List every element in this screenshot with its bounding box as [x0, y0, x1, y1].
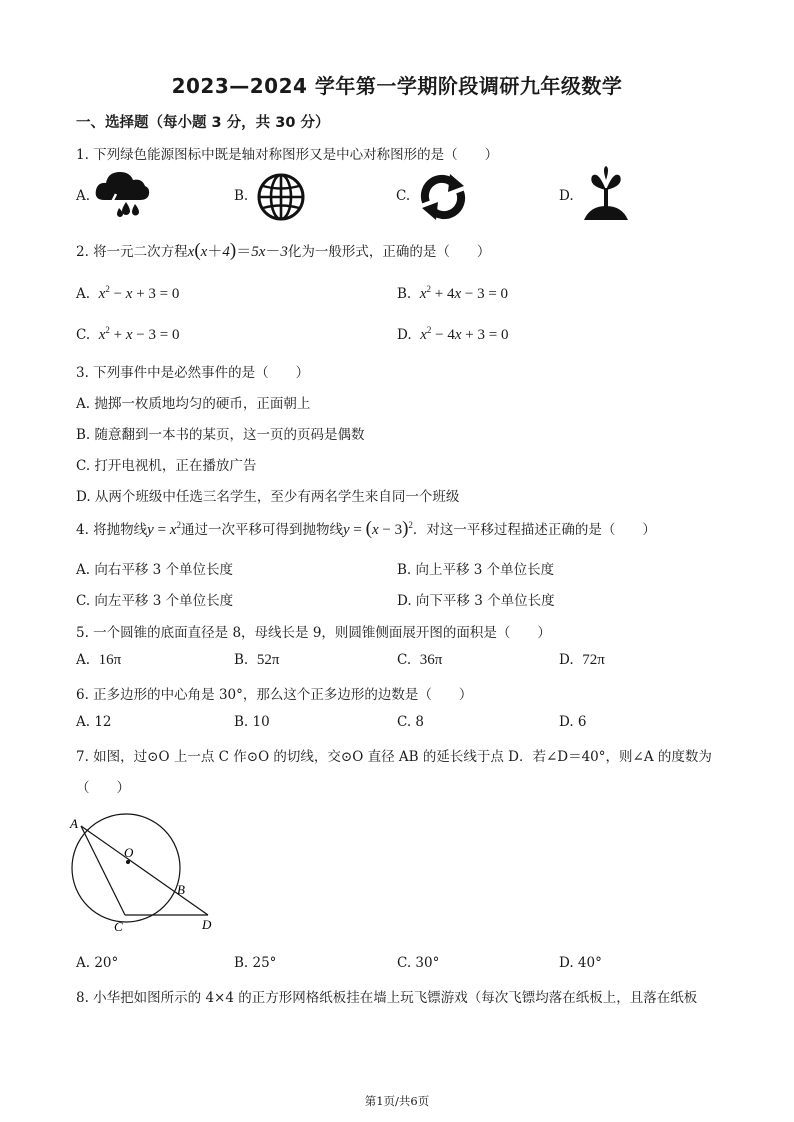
q2-option-b [397, 284, 508, 303]
q2-text-prefix: 2. 将一元二次方程 [76, 244, 188, 260]
q2-option-c [76, 325, 179, 344]
q5-option-c-value: 36π [419, 652, 443, 668]
q1-option-b-label: B. [234, 188, 249, 204]
q4-option-b: B. 向上平移 3 个单位长度 [397, 562, 555, 578]
center-point-o [126, 860, 130, 864]
page-footer: 第1页/共6页 [364, 1094, 430, 1108]
q5-option-a [76, 652, 121, 669]
q5-option-d [559, 652, 605, 669]
chord-ac [81, 826, 125, 915]
q4-option-d: D. 向下平移 3 个单位长度 [397, 593, 555, 609]
q5-option-b [234, 652, 279, 669]
q2-option-d-label: D. [397, 327, 412, 343]
section-heading: 一、选择题（每小题 3 分，共 30 分） [76, 115, 330, 131]
q3-option-c: C. 打开电视机，正在播放广告 [76, 458, 257, 474]
plant-sprout-icon [580, 166, 632, 222]
q6-option-d: D. 6 [559, 714, 587, 730]
globe-icon [256, 172, 306, 222]
q4-option-c: C. 向左平移 3 个单位长度 [76, 593, 234, 609]
q7-option-d: D. 40° [559, 955, 602, 971]
q2-equation: x(x＋4)＝5x－3 [187, 240, 288, 261]
q2-option-b-expr: $x^2 + 4x - 3 = 0$ [419, 284, 509, 302]
q2-option-a [76, 284, 179, 303]
question-6-text: 6. 正多边形的中心角是 30°，那么这个正多边形的边数是（ ） [76, 687, 473, 703]
circle-o [72, 814, 180, 922]
q3-option-a: A. 抛掷一枚质地均匀的硬币，正面朝上 [76, 396, 311, 412]
q2-option-c-expr: $x^2 + x - 3 = 0$ [98, 325, 180, 343]
q7-option-b: B. 25° [234, 955, 277, 971]
diameter-ab-extended [81, 826, 208, 915]
q1-option-c-label: C. [396, 188, 411, 204]
question-4-text [76, 518, 656, 540]
q2-option-a-label: A. [76, 286, 91, 302]
q1-option-a-label: A. [76, 188, 91, 204]
label-o: O [124, 845, 134, 860]
question-3-text: 3. 下列事件中是必然事件的是（ ） [76, 365, 310, 381]
page-title: 2023—2024 学年第一学期阶段调研九年级数学 [171, 74, 623, 98]
label-a: A [70, 816, 78, 831]
q4-parabola-1: $y = x^2$ [147, 520, 181, 538]
q5-option-a-label: A. [76, 652, 91, 668]
q2-option-b-label: B. [397, 286, 412, 302]
q5-option-d-value: 72π [582, 652, 605, 668]
q5-option-c [397, 652, 442, 669]
q2-option-a-expr: $x^2 - x + 3 = 0$ [98, 284, 180, 302]
question-8-text: 8. 小华把如图所示的 4×4 的正方形网格纸板挂在墙上玩飞镖游戏（每次飞镖均落在纸板上，且落在纸板 [76, 990, 698, 1006]
q6-option-b: B. 10 [234, 714, 270, 730]
q5-option-b-label: B. [234, 652, 249, 668]
cloud-rain-icon [92, 168, 152, 220]
q6-option-c: C. 8 [397, 714, 425, 730]
q4-parabola-2: $y = (x - 3)^2$ [342, 518, 413, 539]
q5-option-b-value: 52π [256, 652, 280, 668]
q4-text-suffix: ．对这一平移过程描述正确的是（ ） [412, 522, 656, 538]
q5-option-a-value: 16π [98, 652, 122, 668]
q1-option-d-label: D. [559, 188, 574, 204]
label-c: C [114, 919, 123, 934]
question-7-paren: （ ） [76, 780, 130, 796]
q4-text-mid: 通过一次平移可得到抛物线 [180, 522, 343, 538]
q4-option-a: A. 向右平移 3 个单位长度 [76, 562, 234, 578]
q2-text-suffix: 化为一般形式，正确的是（ ） [287, 244, 491, 260]
q7-option-c: C. 30° [397, 955, 440, 971]
q5-option-d-label: D. [559, 652, 574, 668]
q2-option-d [397, 325, 508, 344]
question-7-text: 7. 如图，过⊙O 上一点 C 作⊙O 的切线，交⊙O 直径 AB 的延长线于点 D．若∠D＝40°，则∠A 的度数为 [76, 749, 712, 765]
question-1-text: 1. 下列绿色能源图标中既是轴对称图形又是中心对称图形的是（ ） [76, 147, 499, 163]
label-b: B [177, 882, 185, 897]
q4-text-prefix: 4. 将抛物线 [76, 522, 148, 538]
q2-option-c-label: C. [76, 327, 91, 343]
question-5-text: 5. 一个圆锥的底面直径是 8，母线长是 9，则圆锥侧面展开图的面积是（ ） [76, 625, 551, 641]
label-d: D [202, 917, 212, 932]
q3-option-b: B. 随意翻到一本书的某页，这一页的页码是偶数 [76, 427, 365, 443]
circle-tangent-figure [62, 812, 222, 936]
q6-option-a: A. 12 [76, 714, 112, 730]
q3-option-d: D. 从两个班级中任选三名学生，至少有两名学生来自同一个班级 [76, 489, 460, 505]
recycle-arrows-icon [416, 172, 470, 222]
q2-option-d-expr: $x^2 - 4x + 3 = 0$ [420, 325, 509, 343]
q5-option-c-label: C. [397, 652, 412, 668]
question-2-text [76, 240, 490, 262]
q7-option-a: A. 20° [76, 955, 119, 971]
